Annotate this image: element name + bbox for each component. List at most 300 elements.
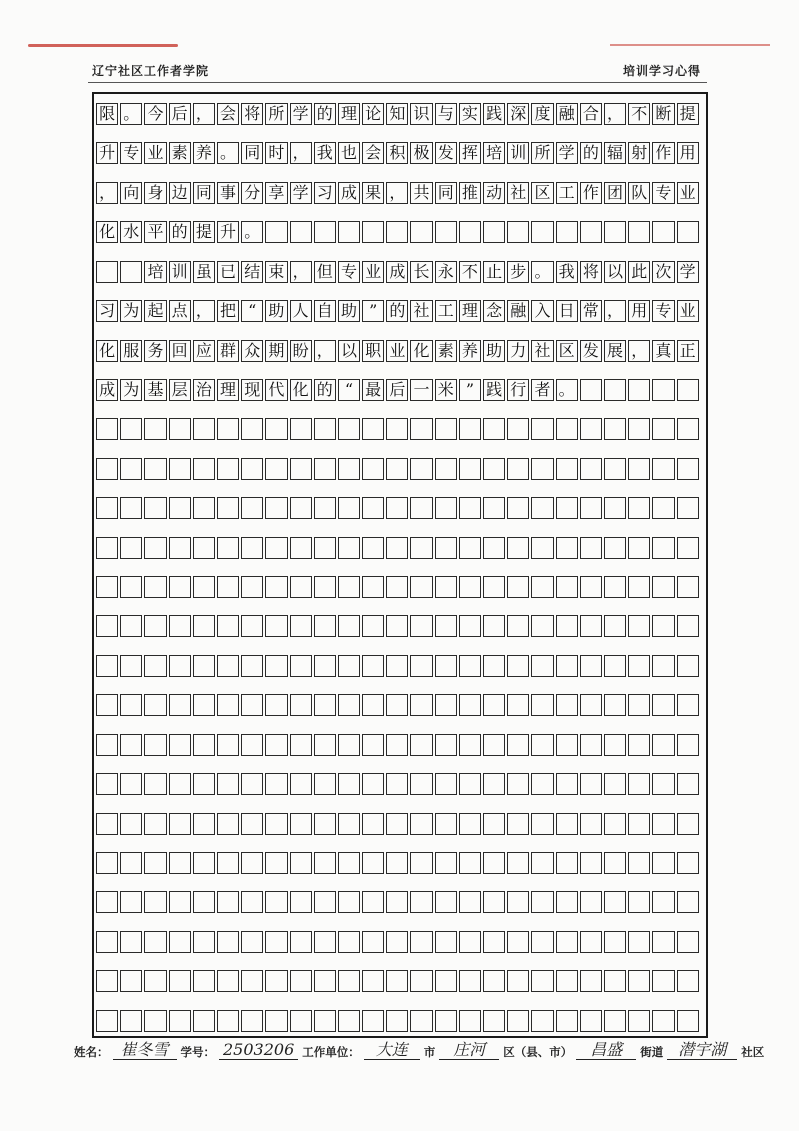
grid-cell <box>169 931 191 953</box>
grid-cell <box>531 970 553 992</box>
grid-cell <box>314 891 336 913</box>
grid-cell: 专 <box>652 182 674 204</box>
grid-cell: 展 <box>604 340 626 362</box>
grid-cell <box>96 773 118 795</box>
grid-cell: 会 <box>217 103 239 125</box>
grid-cell <box>386 1010 408 1032</box>
grid-cell <box>556 537 578 559</box>
grid-row <box>94 458 706 480</box>
grid-cell <box>338 537 360 559</box>
grid-cell <box>677 773 699 795</box>
grid-cell: 专 <box>338 261 360 283</box>
grid-cell: 与 <box>435 103 457 125</box>
grid-cell <box>144 1010 166 1032</box>
grid-cell <box>338 576 360 598</box>
grid-cell: 应 <box>193 340 215 362</box>
grid-cell: 。 <box>531 261 553 283</box>
grid-cell: 同 <box>241 142 263 164</box>
grid-row <box>94 576 706 598</box>
grid-cell <box>338 813 360 835</box>
grid-cell: ， <box>386 182 408 204</box>
grid-cell: 极 <box>410 142 432 164</box>
grid-cell <box>314 655 336 677</box>
grid-cell <box>604 931 626 953</box>
grid-cell: 成 <box>96 379 118 401</box>
grid-cell <box>386 418 408 440</box>
grid-cell <box>338 891 360 913</box>
grid-cell <box>556 221 578 243</box>
grid-cell <box>362 497 384 519</box>
grid-cell <box>483 497 505 519</box>
name-label: 姓名： <box>74 1045 109 1059</box>
grid-cell <box>120 773 142 795</box>
grid-cell: 发 <box>435 142 457 164</box>
grid-cell <box>290 1010 312 1032</box>
grid-cell: 化 <box>96 340 118 362</box>
grid-cell <box>120 970 142 992</box>
grid-cell <box>580 655 602 677</box>
grid-cell <box>483 970 505 992</box>
grid-cell: 日 <box>556 300 578 322</box>
grid-cell: 社 <box>531 340 553 362</box>
header-rule <box>88 82 707 83</box>
grid-cell <box>386 221 408 243</box>
grid-cell: 米 <box>435 379 457 401</box>
grid-cell <box>265 931 287 953</box>
grid-cell <box>677 813 699 835</box>
grid-cell <box>193 773 215 795</box>
grid-cell <box>531 1010 553 1032</box>
grid-cell <box>217 891 239 913</box>
grid-row <box>94 418 706 440</box>
grid-cell: 践 <box>483 103 505 125</box>
grid-cell: 助 <box>483 340 505 362</box>
grid-cell <box>580 576 602 598</box>
grid-cell <box>531 931 553 953</box>
grid-cell: 成 <box>386 261 408 283</box>
grid-cell <box>652 852 674 874</box>
grid-cell: 入 <box>531 300 553 322</box>
grid-cell: 业 <box>362 261 384 283</box>
grid-cell <box>120 813 142 835</box>
grid-cell <box>410 458 432 480</box>
grid-cell <box>580 1010 602 1032</box>
grid-cell: 最 <box>362 379 384 401</box>
grid-cell: 成 <box>338 182 360 204</box>
grid-cell: 所 <box>531 142 553 164</box>
grid-cell <box>580 694 602 716</box>
grid-cell: 以 <box>604 261 626 283</box>
grid-cell <box>556 813 578 835</box>
grid-cell <box>556 497 578 519</box>
sheet-title: 培训学习心得 <box>622 64 701 78</box>
grid-cell <box>435 1010 457 1032</box>
grid-cell: ， <box>628 340 650 362</box>
grid-cell <box>144 734 166 756</box>
grid-cell: 行 <box>507 379 529 401</box>
grid-cell <box>483 931 505 953</box>
grid-cell <box>193 931 215 953</box>
grid-cell <box>410 891 432 913</box>
grid-cell: 业 <box>677 300 699 322</box>
grid-cell <box>556 970 578 992</box>
grid-cell <box>386 970 408 992</box>
grid-cell <box>435 970 457 992</box>
grid-row <box>94 300 706 322</box>
grid-cell <box>290 931 312 953</box>
grid-row <box>94 182 706 204</box>
grid-cell: 不 <box>628 103 650 125</box>
grid-cell <box>96 497 118 519</box>
grid-cell <box>386 458 408 480</box>
grid-cell <box>435 458 457 480</box>
grid-cell: 专 <box>652 300 674 322</box>
student-id-label: 学号： <box>180 1045 215 1059</box>
grid-cell <box>362 458 384 480</box>
grid-cell <box>435 694 457 716</box>
grid-cell: 果 <box>362 182 384 204</box>
grid-cell: 提 <box>193 221 215 243</box>
grid-cell <box>652 655 674 677</box>
grid-cell: 力 <box>507 340 529 362</box>
grid-cell <box>314 418 336 440</box>
grid-row <box>94 970 706 992</box>
grid-cell <box>410 970 432 992</box>
grid-cell <box>604 615 626 637</box>
grid-cell: 。 <box>241 221 263 243</box>
grid-cell <box>241 773 263 795</box>
grid-cell: ， <box>193 300 215 322</box>
grid-cell <box>459 221 481 243</box>
grid-cell <box>604 537 626 559</box>
grid-cell <box>628 418 650 440</box>
grid-cell <box>580 615 602 637</box>
grid-cell <box>507 694 529 716</box>
grid-cell: 者 <box>531 379 553 401</box>
grid-cell <box>459 734 481 756</box>
grid-cell: 已 <box>217 261 239 283</box>
grid-cell: 将 <box>241 103 263 125</box>
grid-cell <box>531 694 553 716</box>
grid-cell: 自 <box>314 300 336 322</box>
grid-cell <box>338 970 360 992</box>
grid-cell <box>628 537 650 559</box>
grid-cell: 业 <box>386 340 408 362</box>
grid-cell <box>531 537 553 559</box>
grid-cell: “ <box>338 379 360 401</box>
grid-cell <box>386 813 408 835</box>
grid-cell <box>120 852 142 874</box>
grid-cell <box>507 773 529 795</box>
grid-cell <box>386 734 408 756</box>
grid-cell <box>507 931 529 953</box>
grid-cell <box>483 418 505 440</box>
grid-cell <box>507 537 529 559</box>
grid-cell <box>314 694 336 716</box>
grid-cell <box>338 852 360 874</box>
grid-cell <box>217 655 239 677</box>
grid-cell <box>410 1010 432 1032</box>
grid-cell <box>507 970 529 992</box>
grid-cell: 务 <box>144 340 166 362</box>
grid-cell <box>628 1010 650 1032</box>
grid-cell <box>169 537 191 559</box>
grid-cell <box>652 615 674 637</box>
grid-cell <box>314 852 336 874</box>
grid-cell <box>169 694 191 716</box>
grid-cell <box>604 221 626 243</box>
grid-cell <box>556 655 578 677</box>
grid-cell: 实 <box>459 103 481 125</box>
footer-info <box>74 1041 764 1060</box>
grid-cell <box>507 1010 529 1032</box>
grid-cell <box>580 537 602 559</box>
grid-cell <box>96 931 118 953</box>
grid-cell <box>604 813 626 835</box>
grid-cell <box>410 931 432 953</box>
grid-cell <box>314 576 336 598</box>
grid-cell <box>652 734 674 756</box>
grid-cell <box>531 615 553 637</box>
grid-cell <box>120 458 142 480</box>
grid-cell: 念 <box>483 300 505 322</box>
grid-cell: 社 <box>507 182 529 204</box>
grid-cell <box>677 891 699 913</box>
grid-cell <box>362 773 384 795</box>
grid-cell <box>531 813 553 835</box>
grid-cell <box>362 655 384 677</box>
name-field: 崔冬雪 <box>113 1041 177 1060</box>
grid-cell <box>580 458 602 480</box>
grid-cell <box>290 537 312 559</box>
grid-cell <box>362 891 384 913</box>
grid-cell <box>338 931 360 953</box>
grid-cell: 常 <box>580 300 602 322</box>
grid-cell <box>556 694 578 716</box>
grid-row <box>94 734 706 756</box>
grid-cell: 团 <box>604 182 626 204</box>
grid-cell <box>314 497 336 519</box>
grid-cell <box>628 576 650 598</box>
grid-row <box>94 221 706 243</box>
grid-cell: 我 <box>556 261 578 283</box>
grid-row <box>94 340 706 362</box>
grid-cell <box>193 537 215 559</box>
grid-cell <box>652 931 674 953</box>
grid-cell: 融 <box>507 300 529 322</box>
grid-cell: 我 <box>314 142 336 164</box>
grid-cell <box>531 891 553 913</box>
grid-cell <box>459 497 481 519</box>
grid-cell <box>531 497 553 519</box>
grid-cell <box>459 576 481 598</box>
grid-cell: 但 <box>314 261 336 283</box>
grid-cell <box>580 734 602 756</box>
grid-cell: 培 <box>483 142 505 164</box>
grid-cell <box>483 773 505 795</box>
grid-row <box>94 813 706 835</box>
grid-cell <box>580 379 602 401</box>
grid-cell <box>314 1010 336 1032</box>
grid-cell: 回 <box>169 340 191 362</box>
grid-cell <box>217 931 239 953</box>
grid-cell <box>265 615 287 637</box>
grid-cell <box>241 891 263 913</box>
grid-cell: 学 <box>290 103 312 125</box>
grid-cell <box>628 931 650 953</box>
grid-cell <box>217 694 239 716</box>
grid-cell <box>677 458 699 480</box>
grid-cell <box>435 852 457 874</box>
grid-cell <box>144 970 166 992</box>
grid-cell <box>314 970 336 992</box>
grid-cell <box>435 497 457 519</box>
grid-cell <box>362 734 384 756</box>
grid-cell <box>96 576 118 598</box>
street-suffix: 街道 <box>640 1045 664 1059</box>
grid-cell: 会 <box>362 142 384 164</box>
grid-cell <box>96 694 118 716</box>
grid-cell: 。 <box>556 379 578 401</box>
grid-cell <box>144 931 166 953</box>
grid-cell <box>290 221 312 243</box>
grid-cell: 职 <box>362 340 384 362</box>
grid-cell <box>677 970 699 992</box>
grid-cell: 队 <box>628 182 650 204</box>
grid-cell: 化 <box>290 379 312 401</box>
grid-cell: 论 <box>362 103 384 125</box>
grid-cell: 理 <box>217 379 239 401</box>
grid-cell <box>386 497 408 519</box>
grid-cell <box>507 655 529 677</box>
grid-cell <box>265 970 287 992</box>
grid-cell <box>459 852 481 874</box>
grid-cell <box>362 1010 384 1032</box>
grid-cell <box>290 891 312 913</box>
grid-cell <box>217 497 239 519</box>
grid-cell: 训 <box>507 142 529 164</box>
grid-cell <box>435 537 457 559</box>
grid-cell: 习 <box>314 182 336 204</box>
grid-cell <box>314 537 336 559</box>
grid-cell: 结 <box>241 261 263 283</box>
grid-cell <box>483 694 505 716</box>
grid-cell: 识 <box>410 103 432 125</box>
grid-cell <box>556 931 578 953</box>
grid-row <box>94 852 706 874</box>
grid-cell <box>435 418 457 440</box>
grid-cell: 同 <box>193 182 215 204</box>
grid-cell <box>386 694 408 716</box>
grid-cell <box>96 655 118 677</box>
grid-cell <box>169 655 191 677</box>
grid-cell <box>193 734 215 756</box>
grid-row <box>94 379 706 401</box>
grid-cell <box>580 852 602 874</box>
grid-cell <box>483 655 505 677</box>
grid-cell <box>290 497 312 519</box>
grid-cell <box>604 458 626 480</box>
grid-cell <box>386 576 408 598</box>
grid-cell <box>531 418 553 440</box>
grid-cell <box>628 734 650 756</box>
grid-cell <box>580 773 602 795</box>
grid-cell: 享 <box>265 182 287 204</box>
grid-cell <box>677 1010 699 1032</box>
grid-cell <box>435 221 457 243</box>
grid-cell <box>144 458 166 480</box>
grid-cell <box>193 694 215 716</box>
grid-cell <box>290 813 312 835</box>
grid-cell <box>677 655 699 677</box>
grid-cell <box>604 418 626 440</box>
grid-cell <box>144 537 166 559</box>
grid-cell <box>338 655 360 677</box>
grid-cell: 。 <box>120 103 142 125</box>
grid-cell <box>652 891 674 913</box>
grid-cell <box>241 931 263 953</box>
grid-cell <box>338 615 360 637</box>
grid-row <box>94 773 706 795</box>
grid-cell: 合 <box>580 103 602 125</box>
grid-cell <box>580 891 602 913</box>
grid-cell <box>338 418 360 440</box>
grid-cell <box>628 221 650 243</box>
grid-cell <box>677 576 699 598</box>
grid-cell: 学 <box>556 142 578 164</box>
grid-cell: 向 <box>120 182 142 204</box>
grid-cell <box>362 576 384 598</box>
grid-cell <box>628 379 650 401</box>
grid-cell <box>120 694 142 716</box>
student-id-field: 2503206 <box>219 1041 298 1060</box>
grid-cell: 学 <box>677 261 699 283</box>
grid-cell: 代 <box>265 379 287 401</box>
grid-cell <box>217 576 239 598</box>
grid-cell <box>120 891 142 913</box>
grid-cell <box>265 655 287 677</box>
grid-cell: 事 <box>217 182 239 204</box>
grid-cell <box>435 615 457 637</box>
grid-cell <box>338 221 360 243</box>
grid-cell: ， <box>290 142 312 164</box>
grid-cell <box>459 694 481 716</box>
grid-cell: 限 <box>96 103 118 125</box>
grid-cell <box>96 970 118 992</box>
grid-cell <box>290 615 312 637</box>
grid-cell <box>677 379 699 401</box>
grid-cell <box>604 576 626 598</box>
grid-cell <box>507 852 529 874</box>
city-suffix: 市 <box>423 1045 436 1059</box>
grid-cell <box>265 458 287 480</box>
grid-cell: “ <box>241 300 263 322</box>
grid-cell <box>531 655 553 677</box>
grid-cell: 社 <box>410 300 432 322</box>
grid-cell <box>604 1010 626 1032</box>
grid-cell <box>435 655 457 677</box>
grid-cell: 一 <box>410 379 432 401</box>
grid-cell <box>290 694 312 716</box>
grid-cell <box>386 931 408 953</box>
grid-cell <box>483 813 505 835</box>
grid-cell: 养 <box>193 142 215 164</box>
grid-cell <box>265 418 287 440</box>
grid-cell: 不 <box>459 261 481 283</box>
grid-row <box>94 537 706 559</box>
grid-cell: 融 <box>556 103 578 125</box>
grid-cell: 止 <box>483 261 505 283</box>
